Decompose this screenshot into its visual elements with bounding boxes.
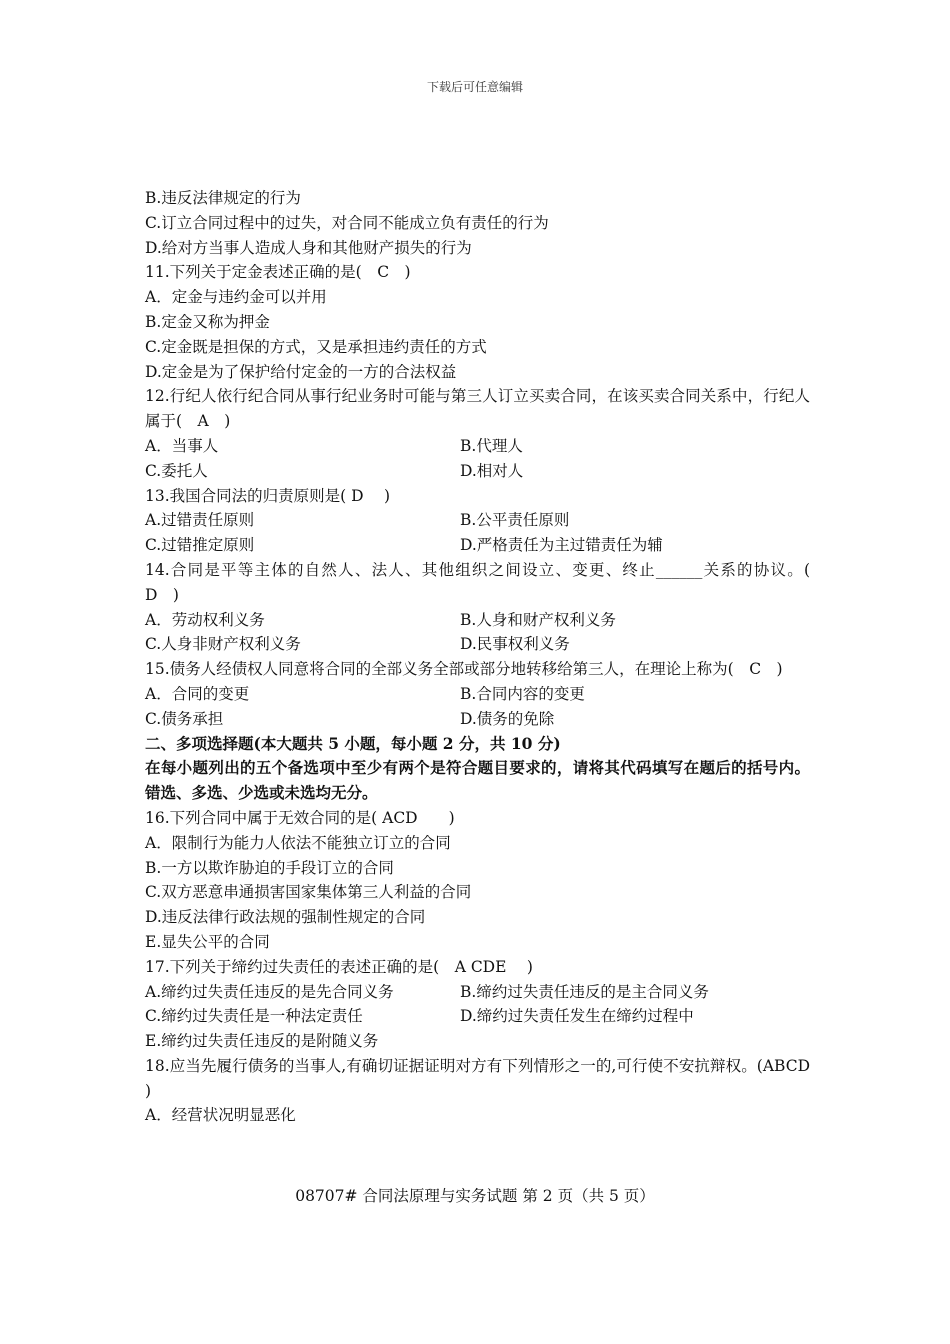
page-header: 下载后可任意编辑 [426, 80, 523, 94]
q14-options-row-1 [145, 608, 810, 633]
page-footer: 08707# 合同法原理与实务试题 第 2 页（共 5 页） [295, 1187, 655, 1205]
q16-option-b: B.一方以欺诈胁迫的手段订立的合同 [145, 858, 394, 877]
q10-option-c: C.订立合同过程中的过失，对合同不能成立负有责任的行为 [145, 213, 549, 232]
q17-option-c: C.缔约过失责任是一种法定责任 [145, 1007, 363, 1026]
q18-option-a: A．经营状况明显恶化 [145, 1106, 296, 1125]
q15-option-d: D.债务的免除 [460, 709, 555, 728]
q15-option-b: B.合同内容的变更 [460, 684, 585, 703]
question-11: 11.下列关于定金表述正确的是( C ) [145, 263, 411, 282]
section-2-heading: 二、多项选择题(本大题共 5 小题，每小题 2 分，共 10 分) [145, 733, 561, 753]
q15-option-a: A．合同的变更 [145, 684, 250, 703]
q11-option-a: A．定金与违约金可以并用 [145, 288, 327, 307]
q12-option-b: B.代理人 [460, 436, 523, 455]
q17-options-row-2 [145, 1004, 810, 1029]
question-14: 14.合同是平等主体的自然人、法人、其他组织之间设立、变更、终止______关系的协议。( D ) [145, 560, 826, 604]
q12-options-row-1 [145, 434, 810, 459]
question-12: 12.行纪人依行纪合同从事行纪业务时可能与第三人订立买卖合同，在该买卖合同关系中，行纪人属于( A ) [145, 387, 810, 431]
q16-option-a: A．限制行为能力人依法不能独立订立的合同 [145, 833, 451, 852]
q13-options-row-1 [145, 508, 810, 533]
q14-option-a: A．劳动权利义务 [145, 610, 265, 629]
q12-option-a: A．当事人 [145, 436, 219, 455]
exam-content [145, 186, 831, 1128]
q14-option-b: B.人身和财产权利义务 [460, 610, 616, 629]
section-2-instructions: 在每小题列出的五个备选项中至少有两个是符合题目要求的，请将其代码填写在题后的括号内。错选、多选、少选或未选均无分。 [145, 758, 810, 803]
q13-options-row-2 [145, 533, 810, 558]
q12-option-d: D.相对人 [460, 461, 524, 480]
q17-option-e: E.缔约过失责任违反的是附随义务 [145, 1032, 379, 1051]
q13-option-b: B.公平责任原则 [460, 511, 570, 530]
q17-options-row-1 [145, 980, 810, 1005]
q16-option-c: C.双方恶意串通损害国家集体第三人利益的合同 [145, 883, 472, 902]
question-16: 16.下列合同中属于无效合同的是( ACD ) [145, 808, 455, 827]
q14-option-c: C.人身非财产权利义务 [145, 635, 301, 654]
q17-option-a: A.缔约过失责任违反的是先合同义务 [145, 982, 394, 1001]
q11-option-b: B.定金又称为押金 [145, 312, 270, 331]
q11-option-c: C.定金既是担保的方式，又是承担违约责任的方式 [145, 337, 487, 356]
q17-option-b: B.缔约过失责任违反的是主合同义务 [460, 982, 709, 1001]
q13-option-a: A.过错责任原则 [145, 511, 255, 530]
q17-option-d: D.缔约过失责任发生在缔约过程中 [460, 1007, 694, 1026]
q15-option-c: C.债务承担 [145, 709, 224, 728]
question-15: 15.债务人经债权人同意将合同的全部义务全部或部分地转移给第三人，在理论上称为( C ) [145, 660, 783, 679]
q16-option-e: E.显失公平的合同 [145, 932, 270, 951]
question-18: 18.应当先履行债务的当事人,有确切证据证明对方有下列情形之一的,可行使不安抗辩权。(ABCD ) [145, 1056, 831, 1100]
q16-option-d: D.违反法律行政法规的强制性规定的合同 [145, 908, 426, 927]
q12-option-c: C.委托人 [145, 461, 208, 480]
q15-options-row-1 [145, 682, 810, 707]
q14-option-d: D.民事权利义务 [460, 635, 570, 654]
q14-options-row-2 [145, 632, 810, 657]
q10-option-d: D.给对方当事人造成人身和其他财产损失的行为 [145, 238, 472, 257]
q13-option-c: C.过错推定原则 [145, 536, 255, 555]
q13-option-d: D.严格责任为主过错责任为辅 [460, 536, 663, 555]
q10-option-b: B.违反法律规定的行为 [145, 189, 301, 207]
q11-option-d: D.定金是为了保护给付定金的一方的合法权益 [145, 362, 457, 381]
q12-options-row-2 [145, 459, 810, 484]
question-17: 17.下列关于缔约过失责任的表述正确的是( A CDE ) [145, 957, 533, 976]
q15-options-row-2 [145, 707, 810, 732]
question-13: 13.我国合同法的归责原则是( D ) [145, 486, 391, 505]
